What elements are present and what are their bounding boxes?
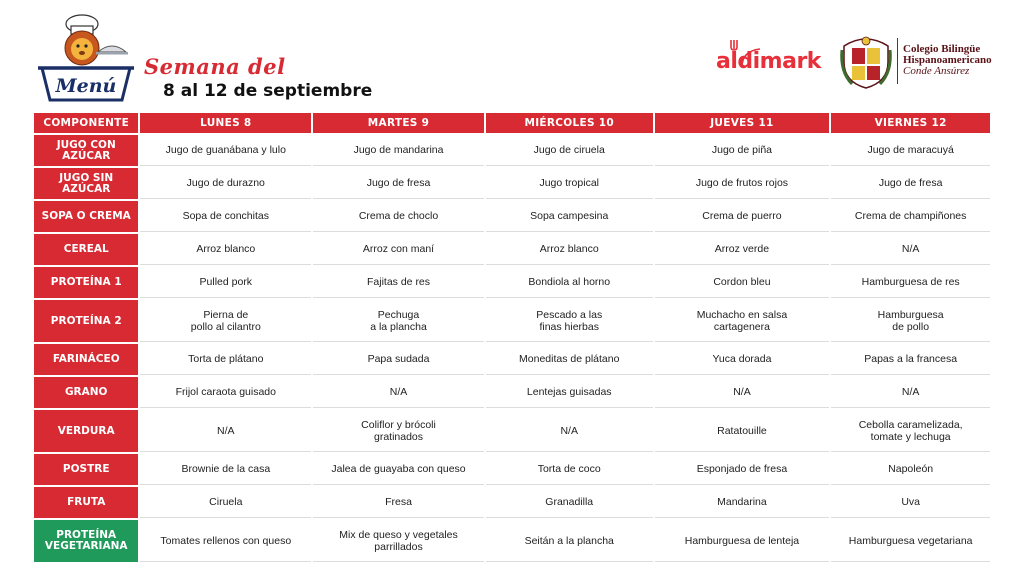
menu-cell: N/A [831,377,990,408]
table-row [34,267,990,298]
table-row [34,520,990,562]
menu-cell: Papa sudada [313,344,484,375]
component-label: SOPA O CREMA [34,201,138,232]
menu-cell: N/A [831,234,990,265]
menu-cell: Hamburguesa de lenteja [655,520,830,562]
menu-cell: Crema de champiñones [831,201,990,232]
menu-cell: Arroz blanco [486,234,653,265]
component-label: FARINÁCEO [34,344,138,375]
menu-cell: Moneditas de plátano [486,344,653,375]
component-label: PROTEÍNA 2 [34,300,138,342]
component-label: JUGO CON AZÚCAR [34,135,138,166]
menu-cell: Sopa campesina [486,201,653,232]
menu-cell: Torta de plátano [140,344,311,375]
column-header-miercoles: MIÉRCOLES 10 [486,113,653,133]
menu-cell: Seitán a la plancha [486,520,653,562]
component-label: GRANO [34,377,138,408]
component-label: PROTEÍNA VEGETARIANA [34,520,138,562]
menu-cell: Cordon bleu [655,267,830,298]
menu-cell: Jugo tropical [486,168,653,199]
component-label: POSTRE [34,454,138,485]
weekly-menu-table [32,111,992,564]
column-header-jueves: JUEVES 11 [655,113,830,133]
menu-logo-text: Menú [55,75,117,97]
table-row [34,201,990,232]
component-label: CEREAL [34,234,138,265]
menu-cell: Mix de queso y vegetales parrillados [313,520,484,562]
menu-cell: Napoleón [831,454,990,485]
table-row [34,344,990,375]
menu-cell: Tomates rellenos con queso [140,520,311,562]
menu-cell: Ciruela [140,487,311,518]
menu-cell: Jugo de fresa [313,168,484,199]
table-row [34,487,990,518]
menu-cell: Pescado a las finas hierbas [486,300,653,342]
table-row [34,168,990,199]
menu-cell: Lentejas guisadas [486,377,653,408]
menu-cell: Uva [831,487,990,518]
school-divider [897,38,898,84]
menu-cell: Mandarina [655,487,830,518]
menu-cell: Torta de coco [486,454,653,485]
component-label: JUGO SIN AZÚCAR [34,168,138,199]
menu-cell: Jugo de guanábana y lulo [140,135,311,166]
menu-cell: N/A [313,377,484,408]
column-header-viernes: VIERNES 12 [831,113,990,133]
menu-cell: Arroz verde [655,234,830,265]
menu-cell: Arroz blanco [140,234,311,265]
table-header-row [34,113,990,133]
component-label: FRUTA [34,487,138,518]
menu-cell: N/A [486,410,653,452]
menu-cell: Esponjado de fresa [655,454,830,485]
menu-cell: Bondiola al horno [486,267,653,298]
menu-cell: Pulled pork [140,267,311,298]
school-name-line1: Colegio Bilingüe [903,43,981,55]
column-header-componente: COMPONENTE [34,113,138,133]
table-row [34,300,990,342]
column-header-martes: MARTES 9 [313,113,484,133]
menu-cell: Ratatouille [655,410,830,452]
menu-cell: Arroz con maní [313,234,484,265]
menu-cell: Jugo de ciruela [486,135,653,166]
menu-cell: Jugo de mandarina [313,135,484,166]
menu-cell: Yuca dorada [655,344,830,375]
week-dates: 8 al 12 de septiembre [163,81,373,101]
menu-cell: Crema de choclo [313,201,484,232]
menu-cell: Hamburguesa de pollo [831,300,990,342]
menu-cell: Jugo de frutos rojos [655,168,830,199]
school-name-line2: Hispanoamericano [903,54,992,66]
school-crest-icon [838,32,894,90]
component-label: PROTEÍNA 1 [34,267,138,298]
menu-cell: Fajitas de res [313,267,484,298]
menu-cell: Jugo de durazno [140,168,311,199]
menu-cell: Pierna de pollo al cilantro [140,300,311,342]
menu-cell: Fresa [313,487,484,518]
component-label: VERDURA [34,410,138,452]
menu-cell: Sopa de conchitas [140,201,311,232]
table-row [34,454,990,485]
menu-cell: Jugo de piña [655,135,830,166]
menu-cell: Pechuga a la plancha [313,300,484,342]
menu-cell: Brownie de la casa [140,454,311,485]
menu-cell: Crema de puerro [655,201,830,232]
menu-cell: Cebolla caramelizada, tomate y lechuga [831,410,990,452]
week-title: Semana del [144,54,286,79]
lion-chef-menu-logo [36,12,138,104]
menu-cell: Jugo de maracuyá [831,135,990,166]
table-row [34,234,990,265]
table-row [34,377,990,408]
aldimark-wordmark: aldimark [716,49,821,74]
page-header [0,0,1024,110]
school-name [903,44,992,77]
menu-cell: Muchacho en salsa cartagenera [655,300,830,342]
menu-cell: Jugo de fresa [831,168,990,199]
menu-cell: Frijol caraota guisado [140,377,311,408]
table-row [34,410,990,452]
aldimark-logo [716,37,824,83]
menu-cell: N/A [140,410,311,452]
menu-cell: Jalea de guayaba con queso [313,454,484,485]
menu-cell: Granadilla [486,487,653,518]
table-row [34,135,990,166]
menu-cell: Coliflor y brócoli gratinados [313,410,484,452]
school-name-line3: Conde Ansúrez [903,65,970,77]
menu-cell: N/A [655,377,830,408]
menu-cell: Hamburguesa vegetariana [831,520,990,562]
menu-cell: Papas a la francesa [831,344,990,375]
column-header-lunes: LUNES 8 [140,113,311,133]
menu-cell: Hamburguesa de res [831,267,990,298]
